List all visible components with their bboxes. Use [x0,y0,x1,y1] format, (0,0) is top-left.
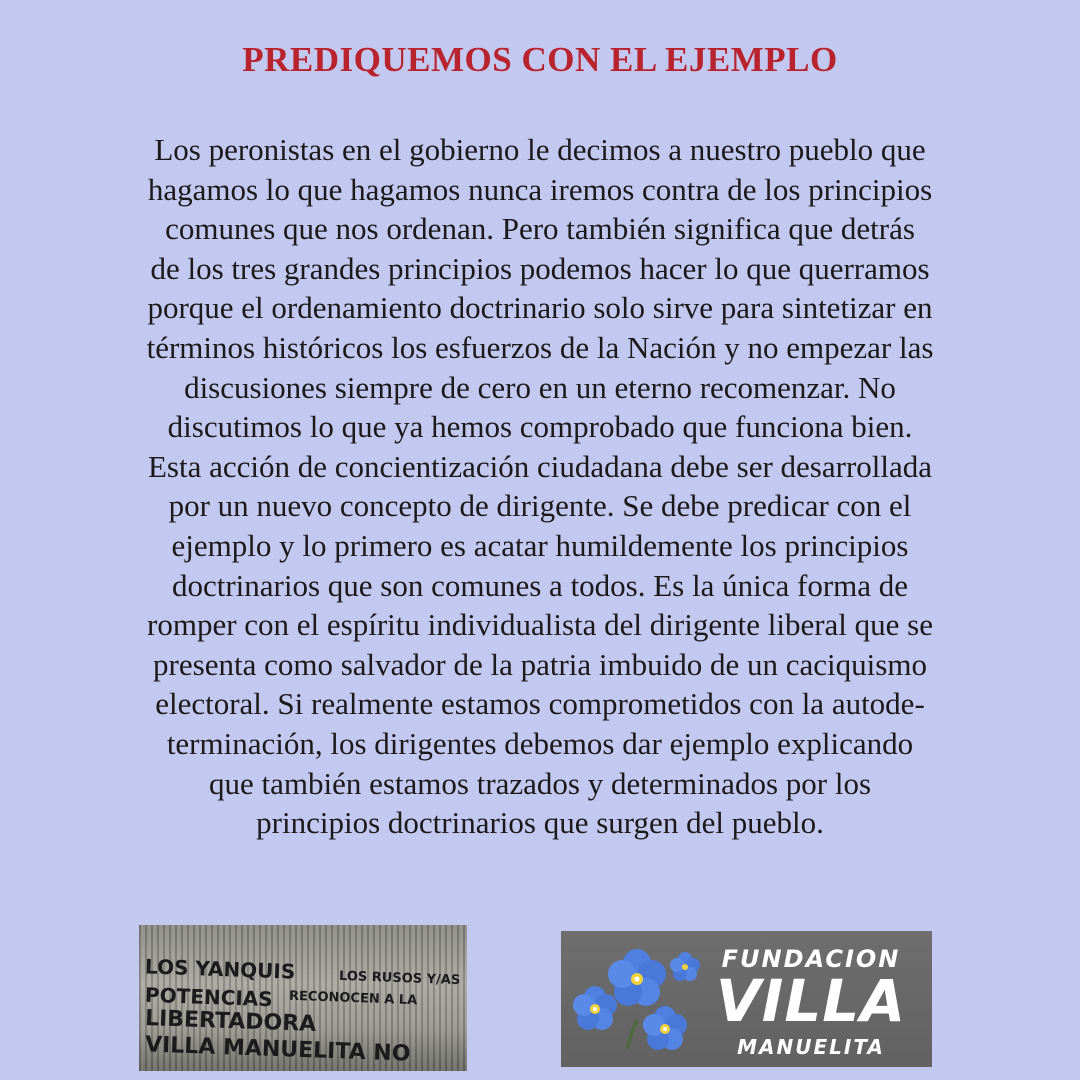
text-line: hagamos lo que hagamos nunca iremos contra de los principios [147,171,933,207]
text-line: que también estamos trazados y determinados por los [208,765,872,801]
text-line: terminación, los dirigentes debemos dar ejemplo explicando [166,725,914,761]
text-line: comunes que nos ordenan. Pero también significa que detrás [165,211,915,247]
text-line: ejemplo y lo primero es acatar humildemente los principios [171,527,909,563]
text-line: por un nuevo concepto de dirigente. Se debe predicar con el [168,488,912,524]
flower-4 [670,952,700,981]
graffiti-line: POTENCIAS [144,982,274,1012]
text-line: términos históricos los esfuerzos de la Nación y no empezar las [146,329,934,365]
forget-me-not-flowers-icon [567,939,707,1063]
text-line: doctrinarios que son comunes a todos. Es la única forma de [171,567,909,603]
flower-2 [573,986,617,1030]
flower-3 [643,1006,687,1050]
graffiti-wall-photo [139,925,467,1071]
text-line: electoral. Si realmente estamos comprometidos con la autode- [155,686,925,722]
text-line: presenta como salvador de la patria imbuido de un caciquismo [153,646,927,682]
graffiti-line: LOS RUSOS Y/AS [338,968,461,989]
fundacion-logo [561,931,932,1067]
graffiti-text [139,925,467,1071]
text-line: de los tres grandes principios podemos hacer lo que querramos [150,250,930,286]
flower-stem [627,1019,637,1049]
page-title: PREDIQUEMOS CON EL EJEMPLO [242,40,838,79]
logo-line-3: MANUELITA [737,1035,885,1059]
graffiti-line: LOS YANQUIS [144,954,296,984]
text-line: porque el ordenamiento doctrinario solo sirve para sintetizar en [147,290,933,326]
graffiti-line: LIBERTADORA [144,1006,317,1037]
graffiti-line: RECONOCEN A LA [288,988,418,1009]
logo-line-1: FUNDACION [721,945,901,973]
flower-1 [608,949,666,1006]
text-line: Los peronistas en el gobierno le decimos a nuestro pueblo que [154,132,926,167]
logo-line-2: VILLA [715,967,907,1035]
text-line: romper con el espíritu individualista del dirigente liberal que se [147,607,933,643]
body-paragraph [38,130,1042,843]
graffiti-line: VILLA MANUELITA NO [144,1032,411,1067]
text-line: principios doctrinarios que surgen del pueblo. [256,805,824,841]
text-line: Esta acción de concientización ciudadana debe ser desarrollada [147,448,933,484]
text-line: discusiones siempre de cero en un eterno recomenzar. No [184,369,896,405]
text-line: discutimos lo que ya hemos comprobado que funciona bien. [167,409,913,445]
